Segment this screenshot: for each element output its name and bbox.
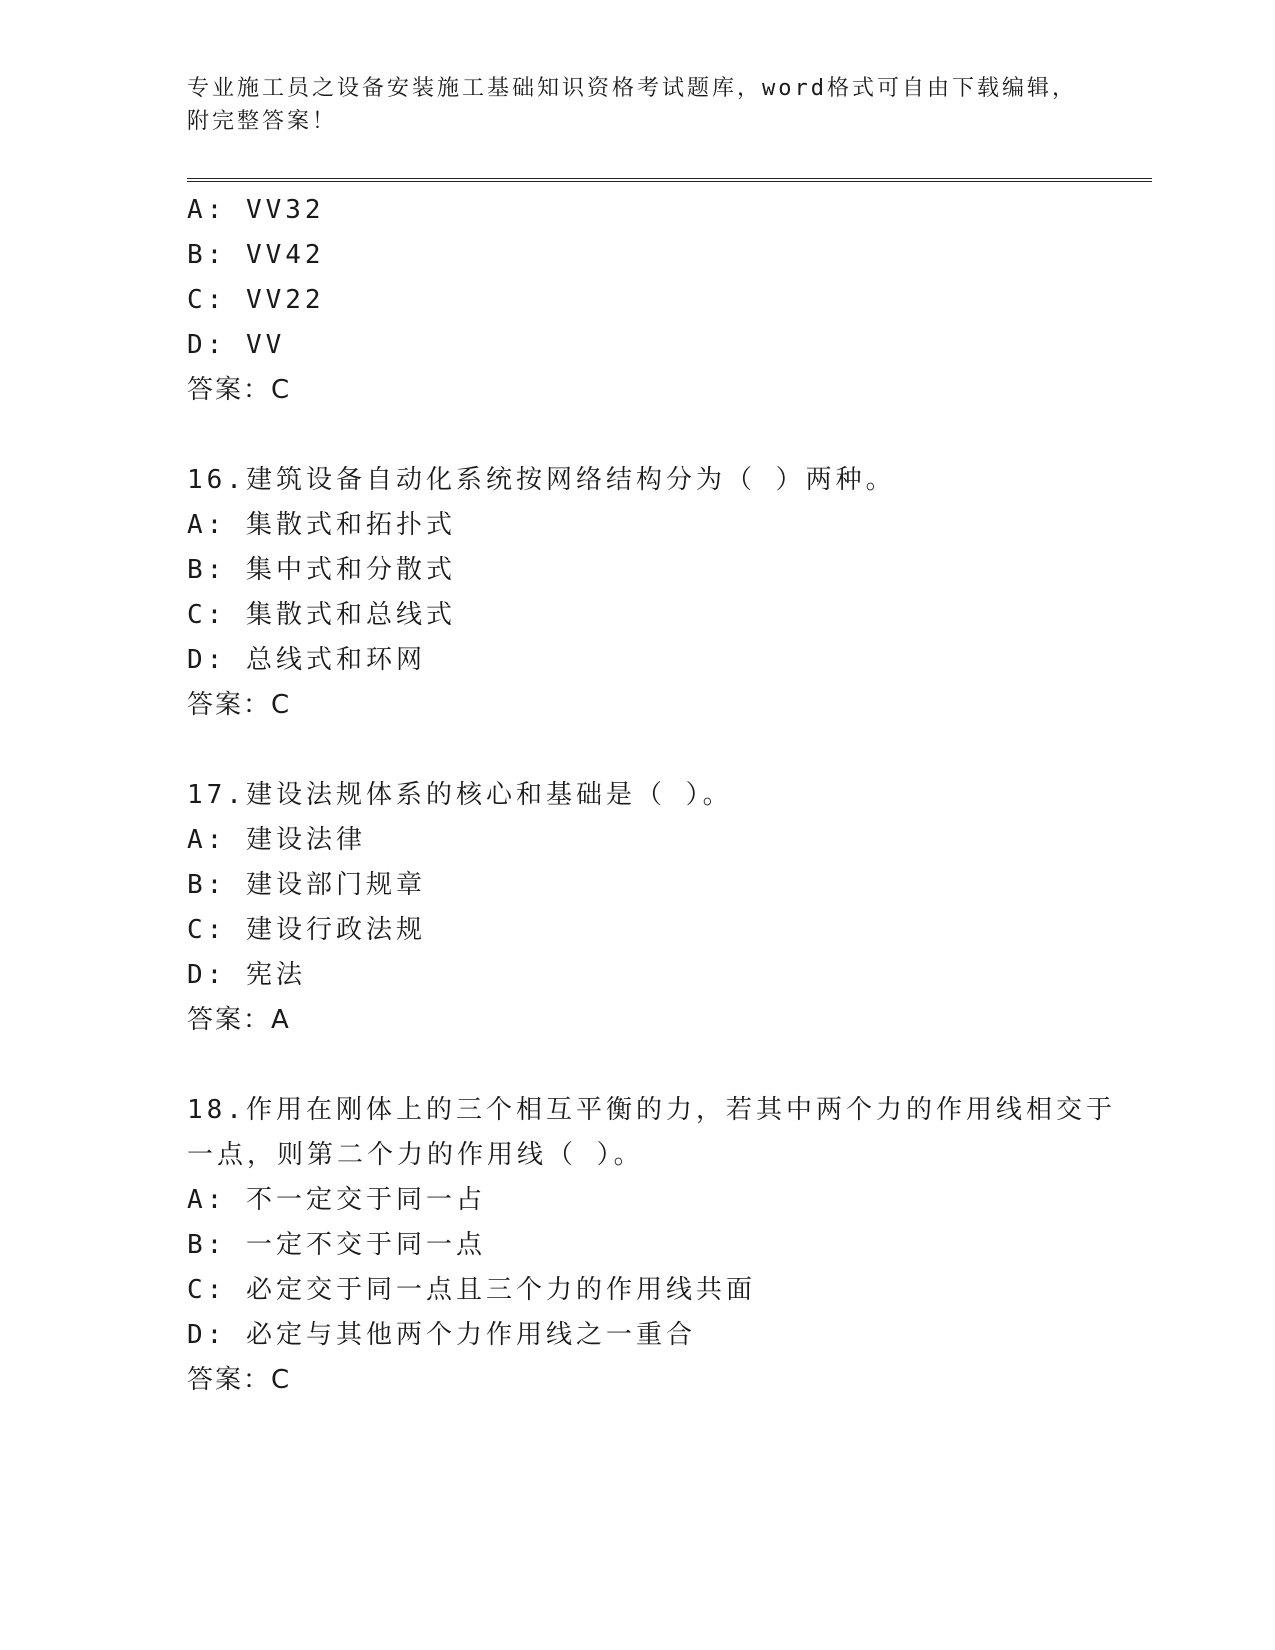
q16-option-a: A: 集散式和拓扑式: [187, 510, 456, 540]
q17-option-a: A: 建设法律: [187, 825, 366, 855]
q17-option-c: C: 建设行政法规: [187, 915, 426, 945]
q17-option-b: B: 建设部门规章: [187, 870, 426, 900]
q16-answer: 答案：C: [187, 690, 292, 720]
header-line-2: 附完整答案！: [187, 109, 338, 134]
q18-question-line-2: 一点，则第二个力的作用线（ ）。: [187, 1140, 644, 1170]
q16-question: 16.建筑设备自动化系统按网络结构分为（ ）两种。: [187, 465, 896, 495]
header-line-1: 专业施工员之设备安装施工基础知识资格考试题库，word格式可自由下载编辑，: [187, 76, 1077, 101]
q16-option-d: D: 总线式和环网: [187, 645, 426, 675]
q18-option-c: C: 必定交于同一点且三个力的作用线共面: [187, 1275, 756, 1305]
q15-answer: 答案：C: [187, 375, 292, 405]
q18-option-b: B: 一定不交于同一点: [187, 1230, 486, 1260]
q16-option-b: B: 集中式和分散式: [187, 555, 456, 585]
q17-option-d: D: 宪法: [187, 960, 306, 990]
q18-option-a: A: 不一定交于同一占: [187, 1185, 486, 1215]
q18-option-d: D: 必定与其他两个力作用线之一重合: [187, 1320, 696, 1350]
q15-option-a: A: VV32: [187, 195, 325, 225]
q15-option-c: C: VV22: [187, 285, 325, 315]
q16-option-c: C: 集散式和总线式: [187, 600, 456, 630]
header-divider: [187, 178, 1152, 182]
q17-question: 17.建设法规体系的核心和基础是（ ）。: [187, 780, 733, 810]
q15-option-b: B: VV42: [187, 240, 325, 270]
q18-answer: 答案：C: [187, 1365, 292, 1395]
document-header: [187, 72, 1087, 138]
q17-answer: 答案：A: [187, 1005, 291, 1035]
q18-question-line-1: 18.作用在刚体上的三个相互平衡的力，若其中两个力的作用线相交于: [187, 1095, 1116, 1125]
q15-option-d: D: VV: [187, 330, 286, 360]
